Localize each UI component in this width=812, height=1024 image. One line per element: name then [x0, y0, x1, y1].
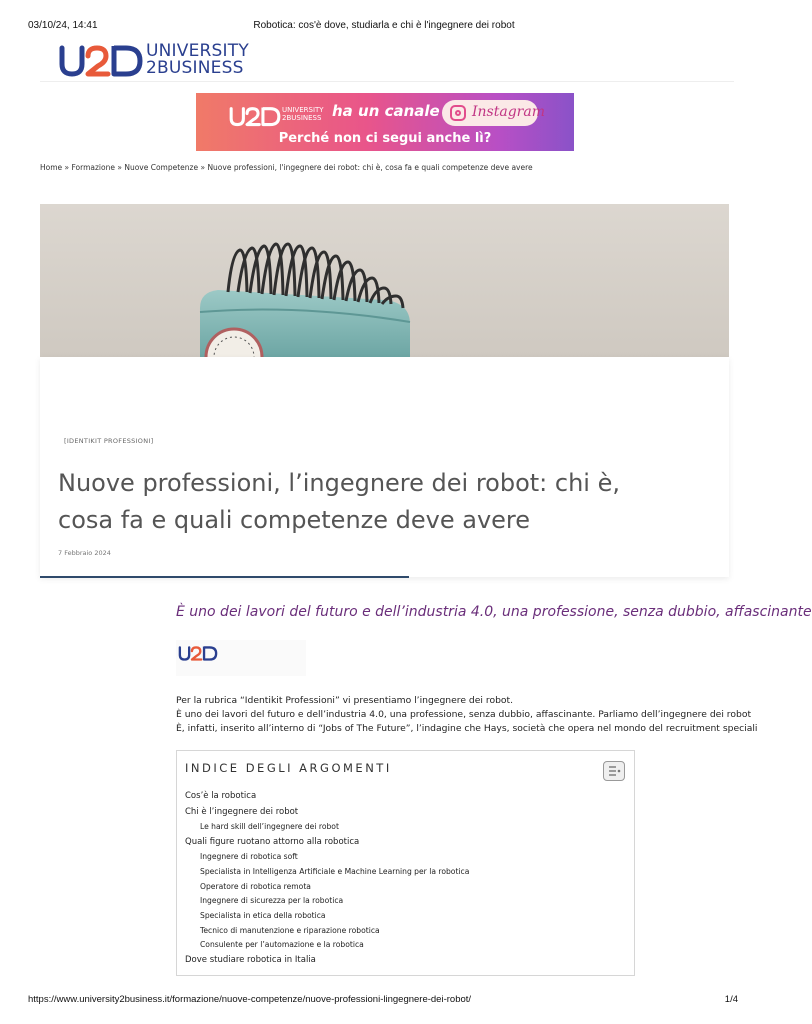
- toc-subitem[interactable]: Consulente per l’automazione e la robotica: [200, 940, 364, 950]
- print-footer: [0, 994, 768, 1008]
- body-line-2: È uno dei lavori del futuro e dell’industria 4.0, una professione, senza dubbio, affascinante. Parliamo dell’ingegnere dei robot: [176, 709, 752, 720]
- toc-subitem[interactable]: Ingegnere di sicurezza per la robotica: [200, 896, 344, 906]
- logo-line-university: UNIVERSITY: [146, 41, 249, 61]
- logo-line-business: 2BUSINESS: [146, 58, 244, 78]
- banner-headline: ha un canale: [332, 102, 440, 120]
- toc-subitem[interactable]: Ingegnere di robotica soft: [200, 852, 298, 862]
- article-body: [176, 694, 758, 736]
- author-logo: [176, 640, 306, 676]
- list-icon: [604, 762, 624, 780]
- robot-illustration: [40, 204, 729, 357]
- u2b-small-logo-icon: [178, 644, 218, 662]
- print-header: [0, 0, 768, 34]
- article-title: [58, 465, 698, 539]
- publish-date: 7 Febbraio 2024: [58, 549, 111, 557]
- article-title-line-2: cosa fa e quali competenze deve avere: [58, 506, 531, 534]
- u2b-logo-icon: [58, 42, 144, 78]
- hero-image: [40, 204, 729, 357]
- banner-subline: Perché non ci segui anche lì?: [278, 131, 492, 146]
- category-label[interactable]: [IDENTIKIT PROFESSIONI]: [64, 437, 154, 445]
- print-date: 03/10/24, 14:41: [28, 20, 98, 31]
- breadcrumb[interactable]: Home » Formazione » Nuove Competenze » Nuove professioni, l'ingegnere dei robot: chi è, cosa fa e quali competenze deve avere: [40, 163, 533, 172]
- toc-subitem[interactable]: Tecnico di manutenzione e riparazione robotica: [200, 925, 380, 935]
- instagram-icon: [450, 105, 466, 121]
- toc-toggle-button[interactable]: [603, 761, 625, 781]
- print-url: https://www.university2business.it/formazione/nuove-competenze/nuove-professioni-lingegnere-dei-robot/: [28, 994, 472, 1005]
- article-lead: È uno dei lavori del futuro e dell’industria 4.0, una professione, senza dubbio, affascinante: [176, 604, 812, 620]
- toc-subitem[interactable]: Specialista in Intelligenza Artificiale e Machine Learning per la robotica: [200, 866, 470, 876]
- table-of-contents: [176, 750, 635, 976]
- toc-title: INDICE DEGLI ARGOMENTI: [185, 761, 392, 775]
- toc-subitem[interactable]: Le hard skill dell’ingegnere dei robot: [200, 822, 339, 831]
- article-title-line-1: Nuove professioni, l’ingegnere dei robot: chi è,: [58, 469, 620, 497]
- instagram-banner[interactable]: [196, 93, 574, 151]
- body-line-3: È, infatti, inserito all’interno di “Jobs of The Future”, l’indagine che Hays, società che opera nel mondo del recruitment speciali: [176, 723, 758, 734]
- banner-brand-text: UNIVERSITY 2BUSINESS: [282, 106, 324, 122]
- print-page-number: 1/4: [724, 994, 738, 1005]
- toc-subitem[interactable]: Operatore di robotica remota: [200, 881, 311, 891]
- toc-item[interactable]: Quali figure ruotano attorno alla robotica: [185, 836, 360, 847]
- card-edge-divider: [40, 576, 409, 578]
- instagram-pill: [442, 100, 545, 126]
- toc-subitem[interactable]: Specialista in etica della robotica: [200, 910, 326, 920]
- article-header-card: [40, 357, 729, 577]
- instagram-label: Instagram: [472, 104, 545, 120]
- print-page-title: Robotica: cos'è dove, studiarla e chi è l'ingegnere dei robot: [253, 20, 515, 31]
- toc-item[interactable]: Chi è l’ingegnere dei robot: [185, 806, 299, 817]
- logo-wordmark: [146, 43, 249, 77]
- body-line-1: Per la rubrica “Identikit Professioni” vi presentiamo l’ingegnere dei robot.: [176, 695, 514, 706]
- site-header: [40, 34, 734, 82]
- site-logo[interactable]: [58, 40, 249, 80]
- u2b-banner-logo-icon: [228, 105, 282, 127]
- toc-item[interactable]: Dove studiare robotica in Italia: [185, 955, 316, 965]
- toc-list: [185, 789, 469, 969]
- toc-item[interactable]: Cos’è la robotica: [185, 791, 257, 801]
